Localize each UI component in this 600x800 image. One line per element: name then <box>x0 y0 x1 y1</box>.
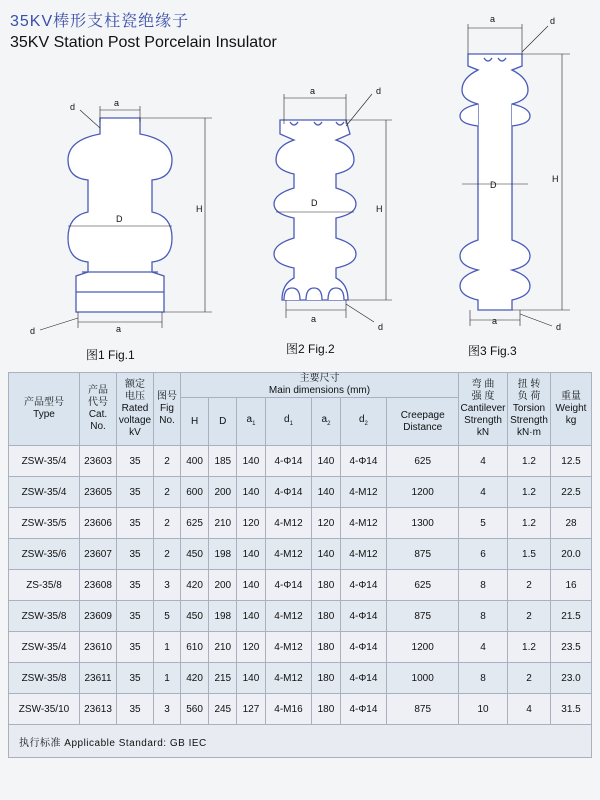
table-cell: 180 <box>312 694 340 725</box>
table-cell: 185 <box>209 446 237 477</box>
table-cell: 2 <box>508 601 551 632</box>
header-creepage: Creepage Distance <box>387 398 459 446</box>
header-voltage: 额定 电压 Rated voltage kV <box>117 373 154 446</box>
table-cell: 23613 <box>80 694 117 725</box>
table-cell: ZSW-35/6 <box>9 539 80 570</box>
header-d1: $d_1$ <box>265 398 312 446</box>
table-cell: 180 <box>312 570 340 601</box>
table-cell: 625 <box>181 508 209 539</box>
fig1-D-label: D <box>116 214 123 224</box>
table-cell: 4-Φ14 <box>340 663 387 694</box>
table-cell: 35 <box>117 446 154 477</box>
table-cell: 1.5 <box>508 539 551 570</box>
table-cell: 198 <box>209 601 237 632</box>
table-cell: 180 <box>312 663 340 694</box>
table-cell: 1.2 <box>508 508 551 539</box>
table-cell: 35 <box>117 508 154 539</box>
table-cell: 23610 <box>80 632 117 663</box>
table-cell: 140 <box>237 539 265 570</box>
fig3-H-label: H <box>552 174 559 184</box>
table-cell: 2 <box>508 663 551 694</box>
table-cell: 4-M12 <box>265 601 312 632</box>
table-cell: 35 <box>117 663 154 694</box>
table-cell: 4-Φ14 <box>340 446 387 477</box>
table-cell: 180 <box>312 601 340 632</box>
table-cell: 4-M12 <box>265 663 312 694</box>
table-cell: 4 <box>459 446 508 477</box>
spec-table <box>8 372 592 758</box>
table-cell: 625 <box>387 570 459 601</box>
table-cell: 1.2 <box>508 632 551 663</box>
table-cell: ZSW-35/10 <box>9 694 80 725</box>
table-cell: 1200 <box>387 632 459 663</box>
table-row <box>9 539 592 570</box>
table-cell: 875 <box>387 694 459 725</box>
table-cell: 140 <box>237 477 265 508</box>
header-type: 产品型号 Type <box>9 373 80 446</box>
fig1-d2-label: d <box>30 326 36 336</box>
table-cell: 450 <box>181 539 209 570</box>
table-cell: 1 <box>154 632 181 663</box>
figure-3-drawing <box>460 14 570 332</box>
table-row <box>9 477 592 508</box>
figure-2-drawing <box>274 86 392 332</box>
table-cell: 2 <box>154 477 181 508</box>
table-cell: 210 <box>209 632 237 663</box>
table-cell: 5 <box>154 601 181 632</box>
header-d2: $d_2$ <box>340 398 387 446</box>
table-cell: 400 <box>181 446 209 477</box>
table-row <box>9 632 592 663</box>
table-cell: 28 <box>551 508 592 539</box>
table-cell: 140 <box>237 570 265 601</box>
table-cell: 3 <box>154 694 181 725</box>
table-cell: 35 <box>117 694 154 725</box>
fig3-a1-label: a <box>490 14 496 24</box>
fig3-a2-label: a <box>492 316 498 326</box>
fig3-d2-label: d <box>556 322 562 332</box>
fig3-D-label: D <box>490 180 497 190</box>
table-cell: 200 <box>209 477 237 508</box>
header-weight: 重量 Weight kg <box>551 373 592 446</box>
table-cell: 560 <box>181 694 209 725</box>
table-cell: 420 <box>181 663 209 694</box>
table-cell: 198 <box>209 539 237 570</box>
table-row <box>9 570 592 601</box>
header-cat: 产品 代号 Cat. No. <box>80 373 117 446</box>
table-cell: 4-Φ14 <box>340 694 387 725</box>
table-cell: 127 <box>237 694 265 725</box>
table-cell: 4-M12 <box>340 508 387 539</box>
header-torsion: 扭 转 负 荷 Torsion Strength kN·m <box>508 373 551 446</box>
figure-2-caption: 图2 Fig.2 <box>286 342 335 356</box>
table-cell: 23608 <box>80 570 117 601</box>
table-cell: ZSW-35/8 <box>9 601 80 632</box>
table-cell: 140 <box>312 446 340 477</box>
table-cell: 140 <box>237 663 265 694</box>
table-cell: 23611 <box>80 663 117 694</box>
table-cell: 1 <box>154 663 181 694</box>
table-cell: 35 <box>117 601 154 632</box>
table-cell: 4-Φ14 <box>340 601 387 632</box>
table-cell: 1000 <box>387 663 459 694</box>
table-cell: 8 <box>459 601 508 632</box>
table-cell: 120 <box>312 508 340 539</box>
table-cell: ZSW-35/4 <box>9 632 80 663</box>
table-cell: 35 <box>117 570 154 601</box>
table-cell: 20.0 <box>551 539 592 570</box>
table-cell: 8 <box>459 570 508 601</box>
table-cell: 12.5 <box>551 446 592 477</box>
table-cell: ZS-35/8 <box>9 570 80 601</box>
table-cell: 35 <box>117 539 154 570</box>
table-cell: 31.5 <box>551 694 592 725</box>
table-row <box>9 601 592 632</box>
table-cell: 4 <box>459 477 508 508</box>
table-cell: 625 <box>387 446 459 477</box>
fig1-a1-label: a <box>114 98 120 108</box>
table-cell: 4 <box>508 694 551 725</box>
table-cell: 23.0 <box>551 663 592 694</box>
fig3-d1-label: d <box>550 16 556 26</box>
table-cell: 2 <box>154 446 181 477</box>
fig2-a1-label: a <box>310 86 316 96</box>
table-cell: 4-M12 <box>265 632 312 663</box>
table-cell: 215 <box>209 663 237 694</box>
table-cell: 2 <box>154 539 181 570</box>
table-cell: 23.5 <box>551 632 592 663</box>
table-cell: 875 <box>387 601 459 632</box>
table-cell: 4-M12 <box>340 477 387 508</box>
table-row <box>9 508 592 539</box>
table-cell: 200 <box>209 570 237 601</box>
fig2-a2-label: a <box>311 314 317 324</box>
page-title-en: 35KV Station Post Porcelain Insulator <box>10 34 277 51</box>
table-row <box>9 694 592 725</box>
table-cell: 4-M12 <box>265 539 312 570</box>
table-cell: 875 <box>387 539 459 570</box>
table-row <box>9 663 592 694</box>
table-cell: 23606 <box>80 508 117 539</box>
table-cell: 10 <box>459 694 508 725</box>
table-cell: 450 <box>181 601 209 632</box>
table-cell: 210 <box>209 508 237 539</box>
table-cell: 4-Φ14 <box>340 632 387 663</box>
table-cell: 120 <box>237 508 265 539</box>
table-row <box>9 446 592 477</box>
table-cell: ZSW-35/5 <box>9 508 80 539</box>
table-cell: 1300 <box>387 508 459 539</box>
table-cell: ZSW-35/4 <box>9 477 80 508</box>
table-cell: 1.2 <box>508 446 551 477</box>
table-cell: 3 <box>154 570 181 601</box>
table-cell: 140 <box>312 477 340 508</box>
table-cell: 4-Φ14 <box>340 570 387 601</box>
table-cell: 1200 <box>387 477 459 508</box>
table-cell: 5 <box>459 508 508 539</box>
fig1-a2-label: a <box>116 324 122 334</box>
table-cell: 140 <box>237 601 265 632</box>
header-cantilever: 弯 曲 强 度 Cantilever Strength kN <box>459 373 508 446</box>
table-cell: 21.5 <box>551 601 592 632</box>
table-cell: 23609 <box>80 601 117 632</box>
table-cell: 120 <box>237 632 265 663</box>
table-cell: 4-M16 <box>265 694 312 725</box>
table-cell: 35 <box>117 477 154 508</box>
header-a2: $a_2$ <box>312 398 340 446</box>
header-H: H <box>181 398 209 446</box>
figure-3-caption: 图3 Fig.3 <box>468 344 517 358</box>
table-cell: 23603 <box>80 446 117 477</box>
table-cell: 8 <box>459 663 508 694</box>
fig2-d2-label: d <box>378 322 384 332</box>
fig2-d1-label: d <box>376 86 382 96</box>
table-cell: 4-M12 <box>340 539 387 570</box>
header-D: D <box>209 398 237 446</box>
standard-footer: 执行标准 Applicable Standard: GB IEC <box>9 725 592 758</box>
fig2-H-label: H <box>376 204 383 214</box>
spec-table-body <box>9 446 592 725</box>
table-cell: 140 <box>312 539 340 570</box>
header-main-dimensions: 主要尺寸 Main dimensions (mm) <box>181 373 459 398</box>
fig2-D-label: D <box>311 198 318 208</box>
table-cell: 22.5 <box>551 477 592 508</box>
table-cell: 23607 <box>80 539 117 570</box>
table-cell: 4 <box>459 632 508 663</box>
figures-area <box>0 0 600 370</box>
table-cell: 1.2 <box>508 477 551 508</box>
table-cell: 35 <box>117 632 154 663</box>
table-cell: 16 <box>551 570 592 601</box>
table-cell: ZSW-35/8 <box>9 663 80 694</box>
table-cell: 420 <box>181 570 209 601</box>
table-cell: 245 <box>209 694 237 725</box>
table-cell: 4-Φ14 <box>265 446 312 477</box>
fig1-H-label: H <box>196 204 203 214</box>
fig1-d1-label: d <box>70 102 76 112</box>
table-cell: 6 <box>459 539 508 570</box>
table-cell: 2 <box>154 508 181 539</box>
figure-1-drawing <box>30 98 212 336</box>
table-cell: 600 <box>181 477 209 508</box>
table-cell: 180 <box>312 632 340 663</box>
table-cell: 2 <box>508 570 551 601</box>
page-title-cn: 35KV棒形支柱瓷绝缘子 <box>10 13 190 30</box>
table-cell: 4-M12 <box>265 508 312 539</box>
header-a1: $a_1$ <box>237 398 265 446</box>
table-cell: ZSW-35/4 <box>9 446 80 477</box>
table-cell: 140 <box>237 446 265 477</box>
table-cell: 4-Φ14 <box>265 477 312 508</box>
table-cell: 23605 <box>80 477 117 508</box>
header-fig: 图号 Fig No. <box>154 373 181 446</box>
table-cell: 4-Φ14 <box>265 570 312 601</box>
table-cell: 610 <box>181 632 209 663</box>
figure-1-caption: 图1 Fig.1 <box>86 348 135 362</box>
